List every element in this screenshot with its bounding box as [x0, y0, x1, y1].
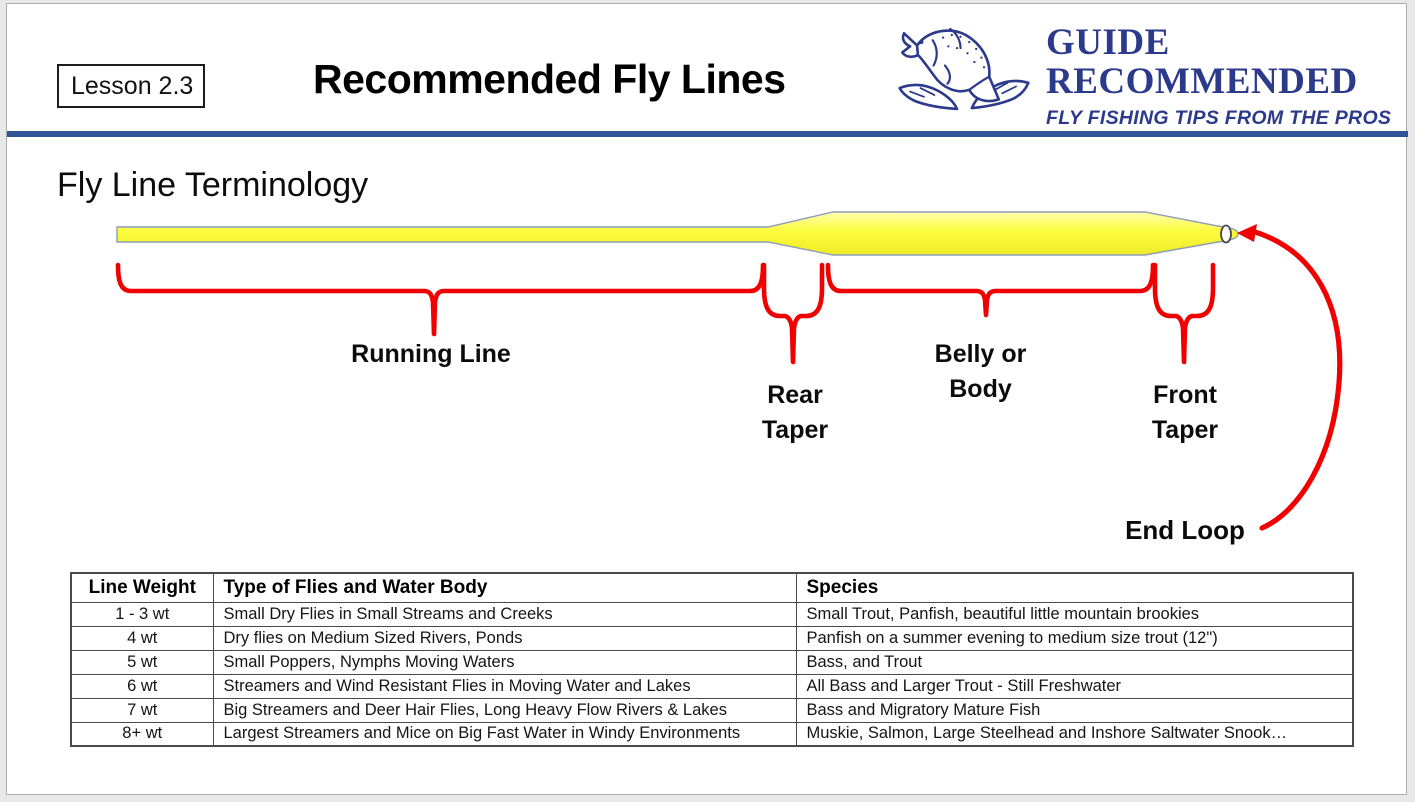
header-line-weight: Line Weight	[71, 573, 213, 602]
label-end-loop: End Loop	[1125, 515, 1245, 545]
table-cell: Small Dry Flies in Small Streams and Creeks	[213, 602, 796, 626]
table-cell: Largest Streamers and Mice on Big Fast Water in Windy Environments	[213, 722, 796, 746]
table-cell: Bass, and Trout	[796, 650, 1353, 674]
section-heading: Fly Line Terminology	[57, 166, 369, 204]
label-belly: Belly or Body	[934, 340, 1027, 403]
label-front-taper: Front Taper	[1151, 381, 1219, 444]
table-cell: 8+ wt	[71, 722, 213, 746]
table-cell: Muskie, Salmon, Large Steelhead and Inshore Saltwater Snook…	[796, 722, 1353, 746]
table-cell: Bass and Migratory Mature Fish	[796, 698, 1353, 722]
table-row	[71, 626, 1353, 650]
table-header-row	[71, 573, 1353, 602]
lesson-badge-label: Lesson 2.3	[71, 71, 194, 100]
label-rear-taper: Rear Taper	[761, 381, 829, 444]
belly-brace	[828, 265, 1153, 315]
page-title: Recommended Fly Lines	[313, 56, 786, 102]
header-species: Species	[796, 573, 1353, 602]
end-loop-hole	[1221, 226, 1231, 243]
end-loop-arrowhead	[1237, 224, 1257, 242]
rear-taper-brace	[764, 265, 822, 362]
fly-line-shape	[117, 212, 1238, 255]
table-cell: 7 wt	[71, 698, 213, 722]
table-cell: Dry flies on Medium Sized Rivers, Ponds	[213, 626, 796, 650]
fish-logo-icon	[888, 22, 1040, 122]
table-row	[71, 698, 1353, 722]
table-cell: 5 wt	[71, 650, 213, 674]
logo-word-guide: GUIDE	[1046, 22, 1170, 63]
running-line-brace	[118, 265, 763, 334]
table-row	[71, 674, 1353, 698]
table-cell: All Bass and Larger Trout - Still Freshwater	[796, 674, 1353, 698]
brand-logo	[888, 18, 1398, 129]
table-cell: Panfish on a summer evening to medium size trout (12")	[796, 626, 1353, 650]
table-row	[71, 602, 1353, 626]
table-cell: Small Poppers, Nymphs Moving Waters	[213, 650, 796, 674]
label-running-line: Running Line	[351, 340, 511, 368]
table-cell: Big Streamers and Deer Hair Flies, Long Heavy Flow Rivers & Lakes	[213, 698, 796, 722]
header-type: Type of Flies and Water Body	[213, 573, 796, 602]
header-divider	[7, 131, 1408, 137]
table-cell: 4 wt	[71, 626, 213, 650]
front-taper-brace	[1155, 265, 1213, 362]
line-weight-table	[70, 572, 1354, 747]
table-cell: Small Trout, Panfish, beautiful little mountain brookies	[796, 602, 1353, 626]
table-row	[71, 722, 1353, 746]
table-cell: Streamers and Wind Resistant Flies in Moving Water and Lakes	[213, 674, 796, 698]
lesson-badge	[57, 64, 205, 108]
logo-word-recommended: RECOMMENDED	[1046, 61, 1358, 102]
logo-tagline: FLY FISHING TIPS FROM THE PROS	[1046, 107, 1392, 129]
end-loop-arc	[1252, 231, 1340, 528]
table-cell: 6 wt	[71, 674, 213, 698]
table-cell: 1 - 3 wt	[71, 602, 213, 626]
table-row	[71, 650, 1353, 674]
